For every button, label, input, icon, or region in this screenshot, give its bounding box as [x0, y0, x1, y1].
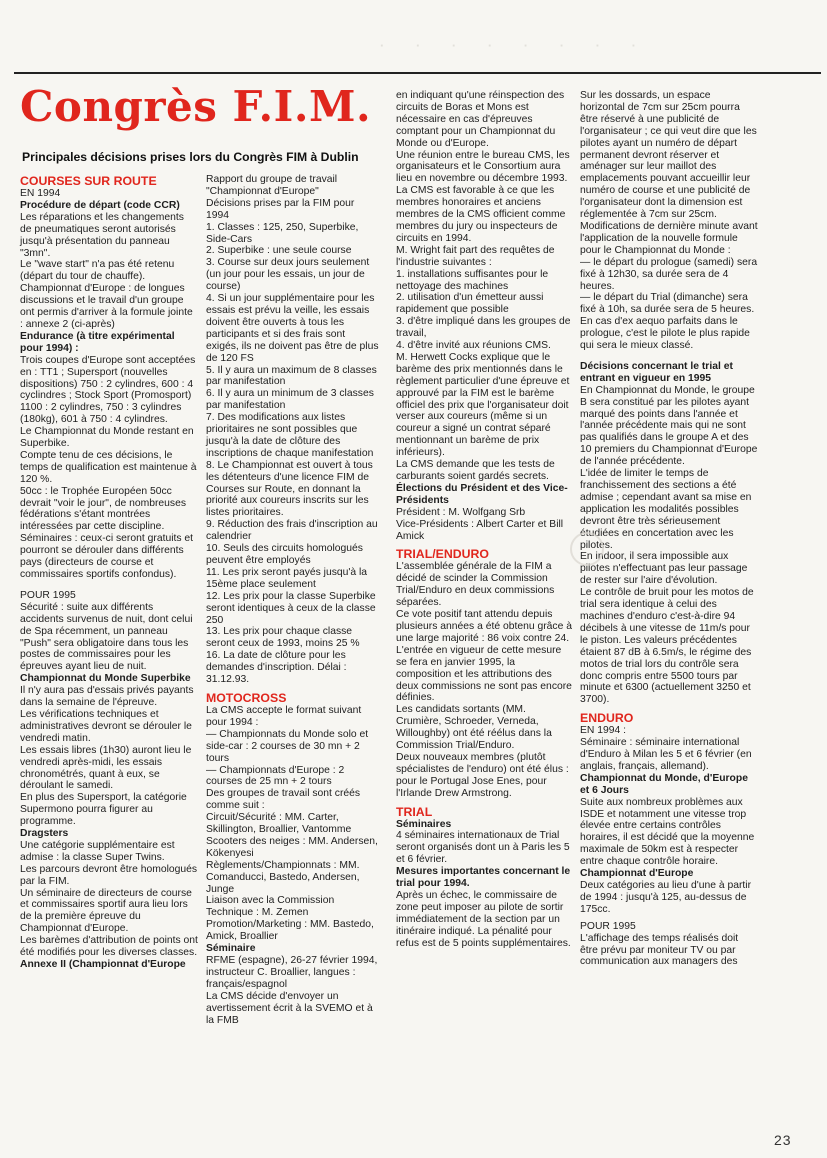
paragraph: 8. Le Championnat est ouvert à tous les détenteurs d'une licence FIM de Courses sur Route, en donnant la priorité aux coureurs inscrits sur les listes prioritaires. — [206, 459, 373, 519]
paragraph: Les réparations et les changements de pneumatiques seront autorisés jusqu'à présentation du panneau "3mn". — [20, 211, 184, 259]
paragraph: Modifications de dernière minute avant l'application de la nouvelle formule pour le Championnat du Monde : — [580, 220, 758, 256]
paragraph: Président : M. Wolfgang Srb — [396, 506, 526, 518]
paragraph: Scooters des neiges : MM. Andersen, Kökenyesi — [206, 835, 378, 859]
paragraph: 2. utilisation d'un émetteur aussi rapidement que possible — [396, 292, 544, 316]
paragraph: 50cc : le Trophée Européen 50cc devrait "voir le jour", de nombreuses fédérations s'étant montrées intéressées par cette discipline. — [20, 485, 187, 533]
paragraph: Il n'y aura pas d'essais privés payants dans la semaine de l'épreuve. — [20, 685, 194, 709]
paragraph: RFME (espagne), 26-27 février 1994, instructeur C. Broallier, langues : français/espagnol — [206, 955, 378, 990]
paragraph: Procédure de départ (code CCR) — [20, 199, 180, 211]
paragraph: Après un échec, le commissaire de zone peut imposer au pilote de sortir immédiatement de la section par un itinéraire indiqué. La pénalité pour refus est de 5 points supplémentaires. — [396, 890, 571, 949]
paragraph: 1. installations suffisantes pour le nettoyage des machines — [396, 268, 549, 292]
column-1 — [20, 174, 198, 971]
section-heading: ENDURO — [580, 711, 634, 726]
paragraph: Mesures importantes concernant le trial pour 1994. — [396, 866, 571, 890]
watermark-seal — [570, 532, 604, 566]
paragraph: 3. Course sur deux jours seulement (un jour pour les essais, un jour de course) — [206, 257, 370, 293]
paragraph: La CMS demande que les tests de carburants soient gardés secrets. — [396, 459, 555, 482]
paragraph: Une catégorie supplémentaire est admise : la classe Super Twins. — [20, 839, 175, 863]
paragraph: Le Championnat du Monde restant en Superbike. — [20, 426, 194, 450]
paragraph: Suite aux nombreux problèmes aux ISDE et notamment une vitesse trop élevée entre certains contrôles horaires, il est décidé que la moyenne maximale de 50km est à respecter entre chaque contrôle horaire. — [580, 796, 755, 868]
paragraph: Une réunion entre le bureau CMS, les organisateurs et le Consortium aura lieu en novembre ou décembre 1993. — [396, 149, 570, 185]
paragraph: Liaison avec la Commission Technique : M. Zemen — [206, 895, 335, 919]
paragraph: POUR 1995 — [20, 589, 76, 601]
section-heading: TRIAL/ENDURO — [396, 547, 489, 562]
paragraph: Les parcours devront être homologués par la FIM. — [20, 863, 198, 887]
paragraph: Décisions concernant le trial et entrant en vigueur en 1995 — [580, 360, 733, 384]
paragraph: Rapport du groupe de travail "Championnat d'Europe" — [206, 174, 338, 197]
paragraph: Championnat du Monde Superbike — [20, 673, 191, 685]
paragraph: Championnat d'Europe — [580, 868, 694, 880]
paragraph: en indiquant qu'une réinspection des circuits de Boras et Mons est nécessaire en cas d'épreuves comptant pour un Championnat du Monde ou d'Europe. — [396, 90, 565, 149]
paragraph: 11. Les prix seront payés jusqu'à la 15ème place seulement — [206, 566, 368, 590]
paragraph: 12. Les prix pour la classe Superbike seront identiques à ceux de la classe 250 — [206, 590, 376, 626]
paragraph: — le départ du Trial (dimanche) sera fixé à 10h, sa durée sera de 5 heures. — [580, 292, 755, 316]
paragraph: Règlements/Championnats : MM. Comanducci, Bastedo, Andersen, Junge — [206, 859, 360, 895]
paragraph: Les barèmes d'attribution de points ont été modifiés pour les diverses classes. — [20, 935, 198, 959]
paragraph: Championnat du Monde, d'Europe et 6 Jours — [580, 772, 748, 796]
paragraph: M. Wright fait part des requêtes de l'industrie suivantes : — [396, 244, 555, 268]
paragraph: — Championnats d'Europe : 2 courses de 25 mn + 2 tours — [206, 764, 345, 788]
paragraph: En Championnat du Monde, le groupe B sera constitué par les pilotes ayant marqué des points dans l'année et l'année précédente mais qui ne sont pas qualifiés dans le groupe A et des 10 premiers du Championnat d'Europe de l'année précédente. — [580, 384, 758, 468]
paragraph: 1. Classes : 125, 250, Superbike, Side-Cars — [206, 221, 359, 245]
paragraph: L'affichage des temps réalisés doit être prévu par moniteur TV ou par communication aux managers des — [580, 932, 739, 968]
column-2 — [206, 174, 380, 1026]
paragraph: 5. Il y aura un maximum de 8 classes par manifestation — [206, 364, 377, 388]
paragraph: — Championnats du Monde solo et side-car : 2 courses de 30 mn + 2 tours — [206, 728, 369, 764]
paragraph: EN 1994 : — [580, 725, 627, 737]
paragraph: Championnat d'Europe : de longues discussions et le travail d'un groupe ont permis d'arriver à la formule jointe : annexe 2 (ci-après) — [20, 283, 193, 330]
paragraph: 2. Superbike : une seule course — [206, 245, 352, 257]
column-4 — [580, 90, 758, 968]
paragraph: 4. d'être invité aux réunions CMS. — [396, 340, 551, 352]
paragraph: Vice-Présidents : Albert Carter et Bill Amick — [396, 518, 564, 542]
page-number: 23 — [774, 1132, 792, 1148]
paragraph: Séminaire — [206, 943, 256, 955]
paragraph: Les candidats sortants (MM. Crumière, Schroeder, Verneda, Willoughby) ont été réélus dans la Commission Trial/Enduro. — [396, 704, 552, 752]
paragraph: Endurance (à titre expérimental pour 1994) : — [20, 330, 175, 354]
paragraph: 6. Il y aura un minimum de 3 classes par manifestation — [206, 388, 374, 412]
paragraph: En cas d'ex aequo parfaits dans le prologue, c'est le pilote le plus rapide qui sera le mieux classé. — [580, 316, 750, 352]
paragraph: 10. Seuls des circuits homologués peuvent être employés — [206, 543, 363, 566]
page-title: Congrès F.I.M. — [20, 82, 372, 131]
paragraph: L'entrée en vigueur de cette mesure se fera en janvier 1995, la composition et les attributions des deux commissions ne sont pas encore définies. — [396, 644, 572, 704]
paragraph: Le "wave start" n'a pas été retenu (départ du tour de chauffe). — [20, 259, 175, 283]
paragraph: Deux nouveaux membres (plutôt spécialistes de l'enduro) ont été élus : pour le Portugal Jose Enes, pour l'Irlande Drew Armstrong. — [396, 751, 569, 799]
paragraph: La CMS accepte le format suivant pour 1994 : — [206, 704, 362, 728]
paragraph: Les vérifications techniques et administratives devront se dérouler le vendredi matin. — [20, 708, 192, 744]
paragraph: Les essais libres (1h30) auront lieu le vendredi après-midi, les essais chronométrés, quant à eux, se déroulant le samedi. — [20, 744, 192, 792]
paragraph: Dragsters — [20, 828, 69, 840]
paragraph: 4. Si un jour supplémentaire pour les essais est prévu la veille, les essais doivent être ouverts à tous les participants et si des frais sont exigés, ils ne doivent pas être de plus de 120 FS — [206, 293, 379, 364]
section-heading: MOTOCROSS — [206, 690, 287, 705]
spacer — [580, 352, 758, 361]
paragraph: En plus des Supersport, la catégorie Supermono pourra figurer au programme. — [20, 792, 187, 828]
paragraph: 3. d'être impliqué dans les groupes de travail, — [396, 316, 571, 340]
paragraph: La CMS est favorable à ce que les membres honoraires et anciens membres de la CMS officient comme membres du jury ou inspecteurs de circuits en 1994. — [396, 185, 566, 244]
paragraph: Annexe II (Championnat d'Europe — [20, 959, 186, 970]
section-heading: COURSES SUR ROUTE — [20, 174, 157, 188]
paragraph: La CMS décide d'envoyer un avertissement écrit à la SVEMO et à la FMB — [206, 990, 373, 1026]
paragraph: Trois coupes d'Europe sont acceptées en : TT1 ; Supersport (nouvelles dispositions) 750 : 2 cylindres, 600 : 4 cyclindres ; Stock Sport (Promosport) 1100 : 2 cylindres, 750 : 3 cylindres (180kg), 601 à 750 : 4 cylindres. — [20, 354, 196, 426]
paragraph: Circuit/Sécurité : MM. Carter, Skillington, Broallier, Vantomme — [206, 812, 352, 836]
paragraph: Séminaires — [396, 818, 452, 830]
paragraph: Deux catégories au lieu d'une à partir de 1994 : jusqu'à 125, au-dessus de 175cc. — [580, 880, 752, 915]
paragraph: POUR 1995 — [580, 920, 636, 932]
page-subtitle: Principales décisions prises lors du Congrès FIM à Dublin — [22, 150, 359, 164]
paragraph: EN 1994 — [20, 188, 61, 199]
paragraph: Séminaire : séminaire international d'Enduro à Milan les 5 et 6 février (en anglais, français, allemand). — [580, 737, 752, 772]
paragraph: — le départ du prologue (samedi) sera fixé à 12h30, sa durée sera de 4 heures. — [580, 256, 758, 292]
paragraph: 7. Des modifications aux listes prioritaires ne sont possibles que jusqu'à la date de clôture des inscriptions de chaque manifestation — [206, 412, 374, 459]
paragraph: L'assemblée générale de la FIM a décidé de scinder la Commission Trial/Enduro en deux commissions séparées. — [396, 561, 555, 609]
top-rule — [14, 72, 821, 74]
paragraph: Un séminaire de directeurs de course et commissaires sportif aura lieu lors de la première épreuve du Championnat d'Europe. — [20, 887, 192, 935]
header-decoration: · · · · · · · · — [380, 38, 650, 53]
paragraph: En indoor, il sera impossible aux pilotes n'effectuant pas leur passage de rester sur l'aire d'évolution. — [580, 551, 748, 587]
paragraph: Le contrôle de bruit pour les motos de trial sera identique à celui des machines d'enduro c'est-à-dire 94 décibels à une vitesse de 11m/s pour le piston. Les valeurs précédentes étaient 87 dB à 6.5m/s, le régime des motos de trial lors du contrôle sera donc compris entre 5500 tours par minute et 6300 (actuellement 3250 et 3700). — [580, 587, 754, 706]
paragraph: M. Herwett Cocks explique que le barème des prix mentionnés dans le règlement particulier d'une épreuve et approuvé par la FIM est le barème officiel des prix que l'organisateur doit verser aux coureurs (même si un coureur a signé un contrat séparé mentionnant un barème de prix inférieurs). — [396, 351, 570, 459]
paragraph: Des groupes de travail sont créés comme suit : — [206, 788, 361, 812]
section-heading: TRIAL — [396, 804, 433, 819]
paragraph: Élections du Président et des Vice-Présidents — [396, 482, 568, 506]
paragraph: 9. Réduction des frais d'inscription au calendrier — [206, 519, 378, 543]
paragraph: Ce vote positif tant attendu depuis plusieurs années a été obtenu grâce à une large majorité : 86 voix contre 24. — [396, 609, 572, 644]
paragraph: 4 séminaires internationaux de Trial seront organisés dont un à Paris les 5 et 6 février. — [396, 830, 570, 866]
spacer — [20, 581, 198, 590]
paragraph: Sécurité : suite aux différents accidents survenus de nuit, dont celui de Spa récemment, un panneau "Push" sera obligatoire dans tous les postes de commissaires pour les épreuves ayant lieu de nuit. — [20, 601, 193, 673]
paragraph: 16. La date de clôture pour les demandes d'inscription. Délai : 31.12.93. — [206, 650, 347, 686]
paragraph: L'idée de limiter le temps de franchissement des sections a été admise ; cependant avant sa mise en application les modalités possibles devront être très sérieusement étudiées en concertation avec les pilotes. — [580, 468, 752, 551]
paragraph: Compte tenu de ces décisions, le temps de qualification est maintenue à 120 %. — [20, 449, 197, 485]
paragraph: Promotion/Marketing : MM. Bastedo, Amick, Broallier — [206, 919, 374, 943]
paragraph: Séminaires : ceux-ci seront gratuits et pourront se dérouler dans différents pays (directeurs de course et commissaires sportifs confondus). — [20, 533, 194, 580]
paragraph: Sur les dossards, un espace horizontal de 7cm sur 25cm pourra être réservé à une publicité de l'organisateur ; ce qui veut dire que les pilotes ayant un numéro de départ permanent devront réserver et aménager sur leur maillot des emplacements pouvant accueillir leur numéro de course et une publicité de l'organisateur dont la dimension est réglementée à 7cm sur 25cm. — [580, 90, 757, 221]
paragraph: 13. Les prix pour chaque classe seront ceux de 1993, moins 25 % — [206, 626, 360, 650]
paragraph: Décisions prises par la FIM pour 1994 — [206, 197, 355, 221]
column-3 — [396, 90, 572, 950]
